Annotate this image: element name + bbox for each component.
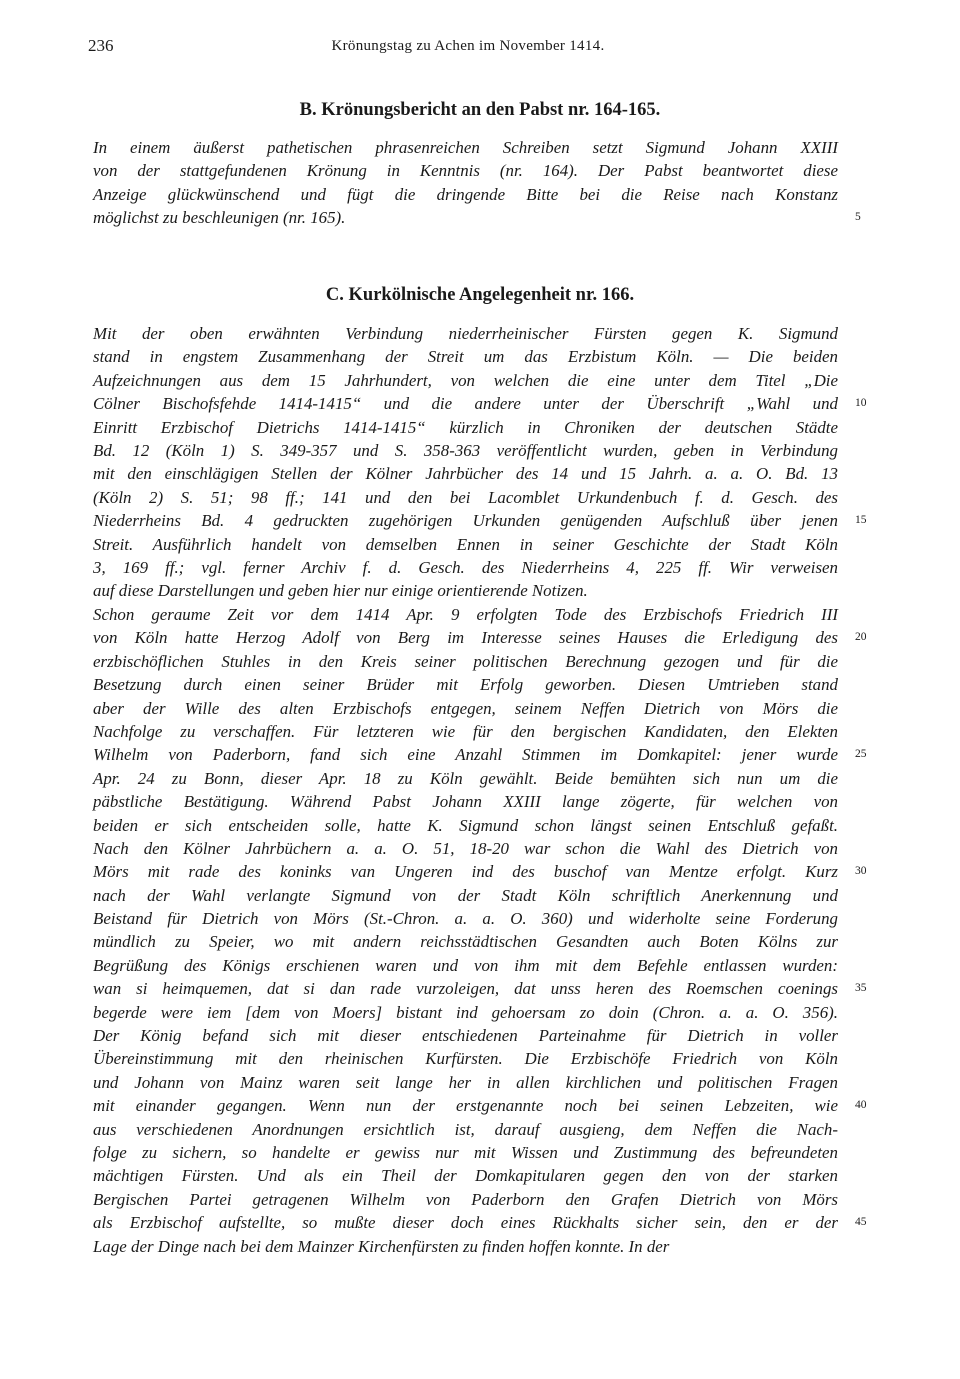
text-line: Beistand für Dietrich von Mörs (St.-Chron. a. a. O. 360) und widerholte seine Forderung bbox=[93, 909, 838, 929]
text-line: mit einander gegangen. Wenn nun der erstgenannte noch bei seinen Lebzeiten, wie bbox=[93, 1096, 838, 1116]
text-line: Apr. 24 zu Bonn, dieser Apr. 18 zu Köln gewählt. Beide bemühten sich nun um die bbox=[93, 768, 838, 788]
section-b-summary bbox=[93, 136, 838, 230]
text-line: Anzeige glückwünschend und fügt die dringende Bitte bei die Reise nach Konstanz bbox=[93, 184, 838, 204]
text-line: mit den einschlägigen Stellen der Kölner Jahrbücher des 14 und 15 Jahrh. a. a. O. Bd. 13 bbox=[93, 464, 838, 484]
text-line: wan si heimquemen, dat si dan rade vurzoleigen, dat unss heren des Roemschen coenings bbox=[93, 979, 838, 999]
text-line: begerde were iem [dem von Moers] bistant ind gehoersam zo doin (Chron. a. a. O. 356). bbox=[93, 1002, 838, 1022]
text-line: Bd. 12 (Köln 1) S. 349-357 und S. 358-363 veröffentlicht wurden, geben in Verbindung bbox=[93, 440, 838, 460]
text-line: Nach den Kölner Jahrbüchern a. a. O. 51, 18-20 war schon die Wahl des Dietrich von bbox=[93, 838, 838, 858]
text-line: Schon geraume Zeit vor dem 1414 Apr. 9 erfolgten Tode des Erzbischofs Friedrich III bbox=[93, 605, 838, 624]
text-line: Nachfolge zu verschaffen. Für letzteren wie für den bergischen Kandidaten, den Elekten bbox=[93, 721, 838, 741]
text-line: und Johann von Mainz waren seit lange her in allen kirchlichen und politischen Fragen bbox=[93, 1072, 838, 1092]
line-number: 15 bbox=[855, 514, 867, 527]
section-b-title: B. Krönungsbericht an den Pabst nr. 164-165. bbox=[299, 100, 661, 120]
text-line: stand in engstem Zusammenhang der Streit um das Erzbistum Köln. — Die beiden bbox=[93, 347, 838, 367]
text-line: Einritt Erzbischof Dietrichs 1414-1415“ kürzlich in Chroniken der deutschen Städte bbox=[93, 417, 838, 437]
text-line: Der König befand sich mit dieser entschiedenen Parteinahme für Dietrich in voller bbox=[93, 1026, 838, 1046]
text-line: aus verschiedenen Anordnungen ersichtlich ist, darauf ausgieng, dem Neffen die Nach- bbox=[93, 1119, 838, 1139]
text-line: Cölner Bischofsfehde 1414-1415“ und die andere unter der Überschrift „Wahl und bbox=[93, 394, 838, 414]
line-number: 45 bbox=[855, 1216, 867, 1229]
text-line: auf diese Darstellungen und geben hier nur einige orientierende Notizen. bbox=[93, 581, 588, 601]
section-c-title: C. Kurkölnische Angelegenheit nr. 166. bbox=[325, 285, 635, 305]
page-number: 236 bbox=[88, 36, 114, 55]
page-header bbox=[88, 36, 848, 60]
text-line: Aufzeichnungen aus dem 15 Jahrhundert, von welchen die eine unter dem Titel „Die bbox=[93, 370, 838, 390]
line-number: 35 bbox=[855, 982, 867, 995]
text-line: Streit. Ausführlich handelt von demselben Ennen in seiner Geschichte der Stadt Köln bbox=[93, 534, 838, 554]
text-line: erzbischöflichen Stuhles in den Kreis seiner politischen Berechnung gezogen und für die bbox=[93, 651, 838, 671]
section-c-intro bbox=[93, 322, 838, 603]
text-line: nach der Wahl verlangte Sigmund von der Stadt Köln schriftlich Anerkennung und bbox=[93, 885, 838, 905]
text-line: Bergischen Partei getragenen Wilhelm von Paderborn den Grafen Dietrich von Mörs bbox=[93, 1189, 838, 1209]
text-line: mündlich zu Speier, wo mit andern reichsstädtischen Gesandten auch Boten Kölns zur bbox=[93, 932, 838, 952]
text-line: Niederrheins Bd. 4 gedruckten zugehörigen Urkunden genügenden Aufschluß über jenen bbox=[93, 511, 838, 531]
text-line: Übereinstimmung mit den rheinischen Kurfürsten. Die Erzbischöfe Friedrich von Köln bbox=[93, 1049, 838, 1069]
line-number: 5 bbox=[855, 211, 861, 224]
text-line: Lage der Dinge nach bei dem Mainzer Kirchenfürsten zu finden hoffen konnte. In der bbox=[93, 1236, 670, 1256]
text-line: aber der Wille des alten Erzbischofs entgegen, seinem Neffen Dietrich von Mörs die bbox=[93, 698, 838, 718]
section-c-body bbox=[93, 603, 838, 1258]
text-line: In einem äußerst pathetischen phrasenreichen Schreiben setzt Sigmund Johann XXIII bbox=[93, 138, 838, 157]
text-line: Besetzung durch einen seiner Brüder mit Erfolg geworben. Diesen Umtrieben stand bbox=[93, 675, 838, 695]
text-line: Begrüßung des Königs erschienen waren und von ihm mit dem Befehle entlassen wurden: bbox=[93, 955, 838, 975]
running-title: Krönungstag zu Achen im November 1414. bbox=[331, 38, 605, 54]
text-line: mächtigen Fürsten. Und als ein Theil der Domkapitularen gegen den von der starken bbox=[93, 1166, 838, 1186]
text-line: (Köln 2) S. 51; 98 ff.; 141 und den bei Lacomblet Urkundenbuch f. d. Gesch. des bbox=[93, 487, 838, 507]
text-line: folge zu sichern, so handelte er gewiss nur mit Wissen und Zustimmung des befreundeten bbox=[93, 1142, 838, 1162]
line-number: 40 bbox=[855, 1099, 867, 1112]
line-number: 20 bbox=[855, 631, 867, 644]
text-line: möglichst zu beschleunigen (nr. 165). bbox=[93, 208, 346, 228]
text-line: Wilhelm von Paderborn, fand sich eine Anzahl Stimmen im Domkapitel: jener wurde bbox=[93, 745, 838, 765]
text-line: 3, 169 ff.; vgl. ferner Archiv f. d. Gesch. des Niederrheins 4, 225 ff. Wir verweisen bbox=[93, 557, 838, 577]
text-line: beiden er sich entscheiden solle, hatte K. Sigmund schon längst seinen Entschluß gefaßt. bbox=[93, 815, 838, 835]
line-number: 10 bbox=[855, 397, 867, 410]
line-number: 30 bbox=[855, 865, 867, 878]
text-line: von Köln hatte Herzog Adolf von Berg im Interesse seines Hauses die Erledigung des bbox=[93, 628, 838, 648]
text-line: Mit der oben erwähnten Verbindung niederrheinischer Fürsten gegen K. Sigmund bbox=[93, 324, 838, 343]
text-line: als Erzbischof aufstellte, so mußte dieser doch eines Rückhalts sicher sein, den er der bbox=[93, 1213, 838, 1233]
text-line: von der stattgefundenen Krönung in Kenntnis (nr. 164). Der Pabst beantwortet diese bbox=[93, 161, 838, 181]
text-line: Mörs mit rade des koninks van Ungeren ind des buschof van Mentze erfolgt. Kurz bbox=[93, 862, 838, 882]
text-line: päbstliche Bestätigung. Während Pabst Johann XXIII lange zögerte, für welchen von bbox=[93, 792, 838, 812]
line-number: 25 bbox=[855, 748, 867, 761]
